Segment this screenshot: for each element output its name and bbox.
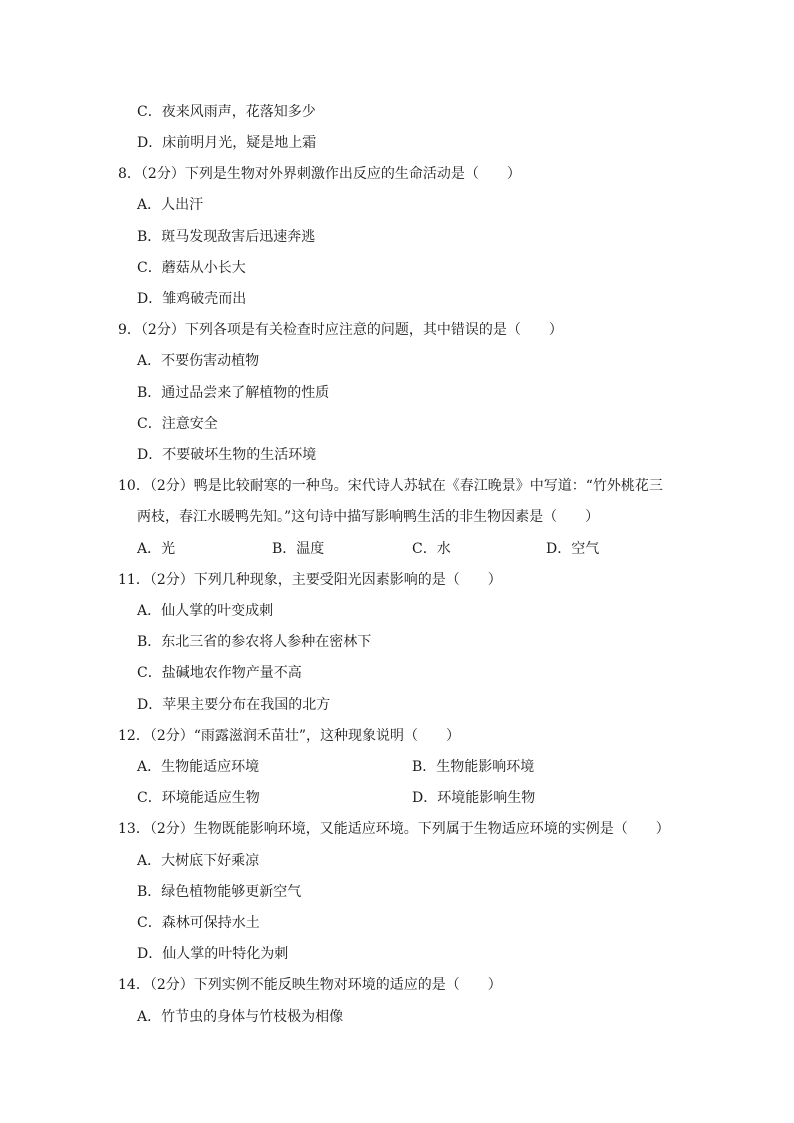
q9-option-a: A．不要伤害动植物	[137, 353, 260, 369]
q13-option-c: C．森林可保持水土	[137, 915, 260, 931]
q13-option-d: D．仙人掌的叶特化为刺	[137, 946, 289, 962]
q12-option-a: A．生物能适应环境	[137, 759, 260, 775]
q10-option-a: A．光	[137, 541, 176, 557]
q12-stem: 12．（2分）“雨露滋润禾苗壮”，这种现象说明（ ）	[118, 728, 461, 744]
q10-option-b: B．温度	[272, 541, 325, 557]
q8-option-d: D．雏鸡破壳而出	[137, 291, 247, 307]
q7-option-c: C．夜来风雨声，花落知多少	[137, 104, 316, 120]
q13-option-a: A．大树底下好乘凉	[137, 853, 260, 869]
q8-stem: 8．（2分）下列是生物对外界刺激作出反应的生命活动是（ ）	[118, 166, 521, 182]
q9-stem: 9．（2分）下列各项是有关检查时应注意的问题，其中错误的是（ ）	[118, 322, 563, 338]
q11-option-b: B．东北三省的参农将人参种在密林下	[137, 634, 372, 650]
q9-option-d: D．不要破坏生物的生活环境	[137, 447, 317, 463]
q10-stem-line2: 两枝，春江水暖鸭先知。”这句诗中描写影响鸭生活的非生物因素是（ ）	[137, 509, 600, 525]
q13-stem: 13．（2分）生物既能影响环境，又能适应环境。下列属于生物适应环境的实例是（ ）	[118, 821, 670, 837]
q8-option-c: C．蘑菇从小长大	[137, 260, 246, 276]
q13-option-b: B．绿色植物能够更新空气	[137, 884, 302, 900]
q9-option-b: B．通过品尝来了解植物的性质	[137, 385, 330, 401]
q11-stem: 11．（2分）下列几种现象，主要受阳光因素影响的是（ ）	[118, 572, 502, 588]
q10-option-c: C．水	[412, 541, 451, 557]
q10-option-d: D．空气	[546, 541, 600, 557]
q7-option-d: D．床前明月光，疑是地上霜	[137, 135, 317, 151]
q8-option-b: B．斑马发现敌害后迅速奔逃	[137, 229, 316, 245]
q12-option-d: D．环境能影响生物	[412, 790, 536, 806]
q8-option-a: A．人出汗	[137, 197, 204, 213]
q11-option-c: C．盐碱地农作物产量不高	[137, 665, 302, 681]
q12-option-c: C．环境能适应生物	[137, 790, 260, 806]
q14-stem: 14．（2分）下列实例不能反映生物对环境的适应的是（ ）	[118, 977, 502, 993]
q9-option-c: C．注意安全	[137, 416, 218, 432]
q11-option-d: D．苹果主要分布在我国的北方	[137, 697, 331, 713]
q14-option-a: A．竹节虫的身体与竹枝极为相像	[137, 1009, 344, 1025]
q11-option-a: A．仙人掌的叶变成刺	[137, 603, 274, 619]
q12-option-b: B．生物能影响环境	[412, 759, 535, 775]
q10-stem-line1: 10．（2分）鸭是比较耐寒的一种鸟。宋代诗人苏轼在《春江晚景》中写道：“竹外桃花三	[118, 478, 663, 494]
